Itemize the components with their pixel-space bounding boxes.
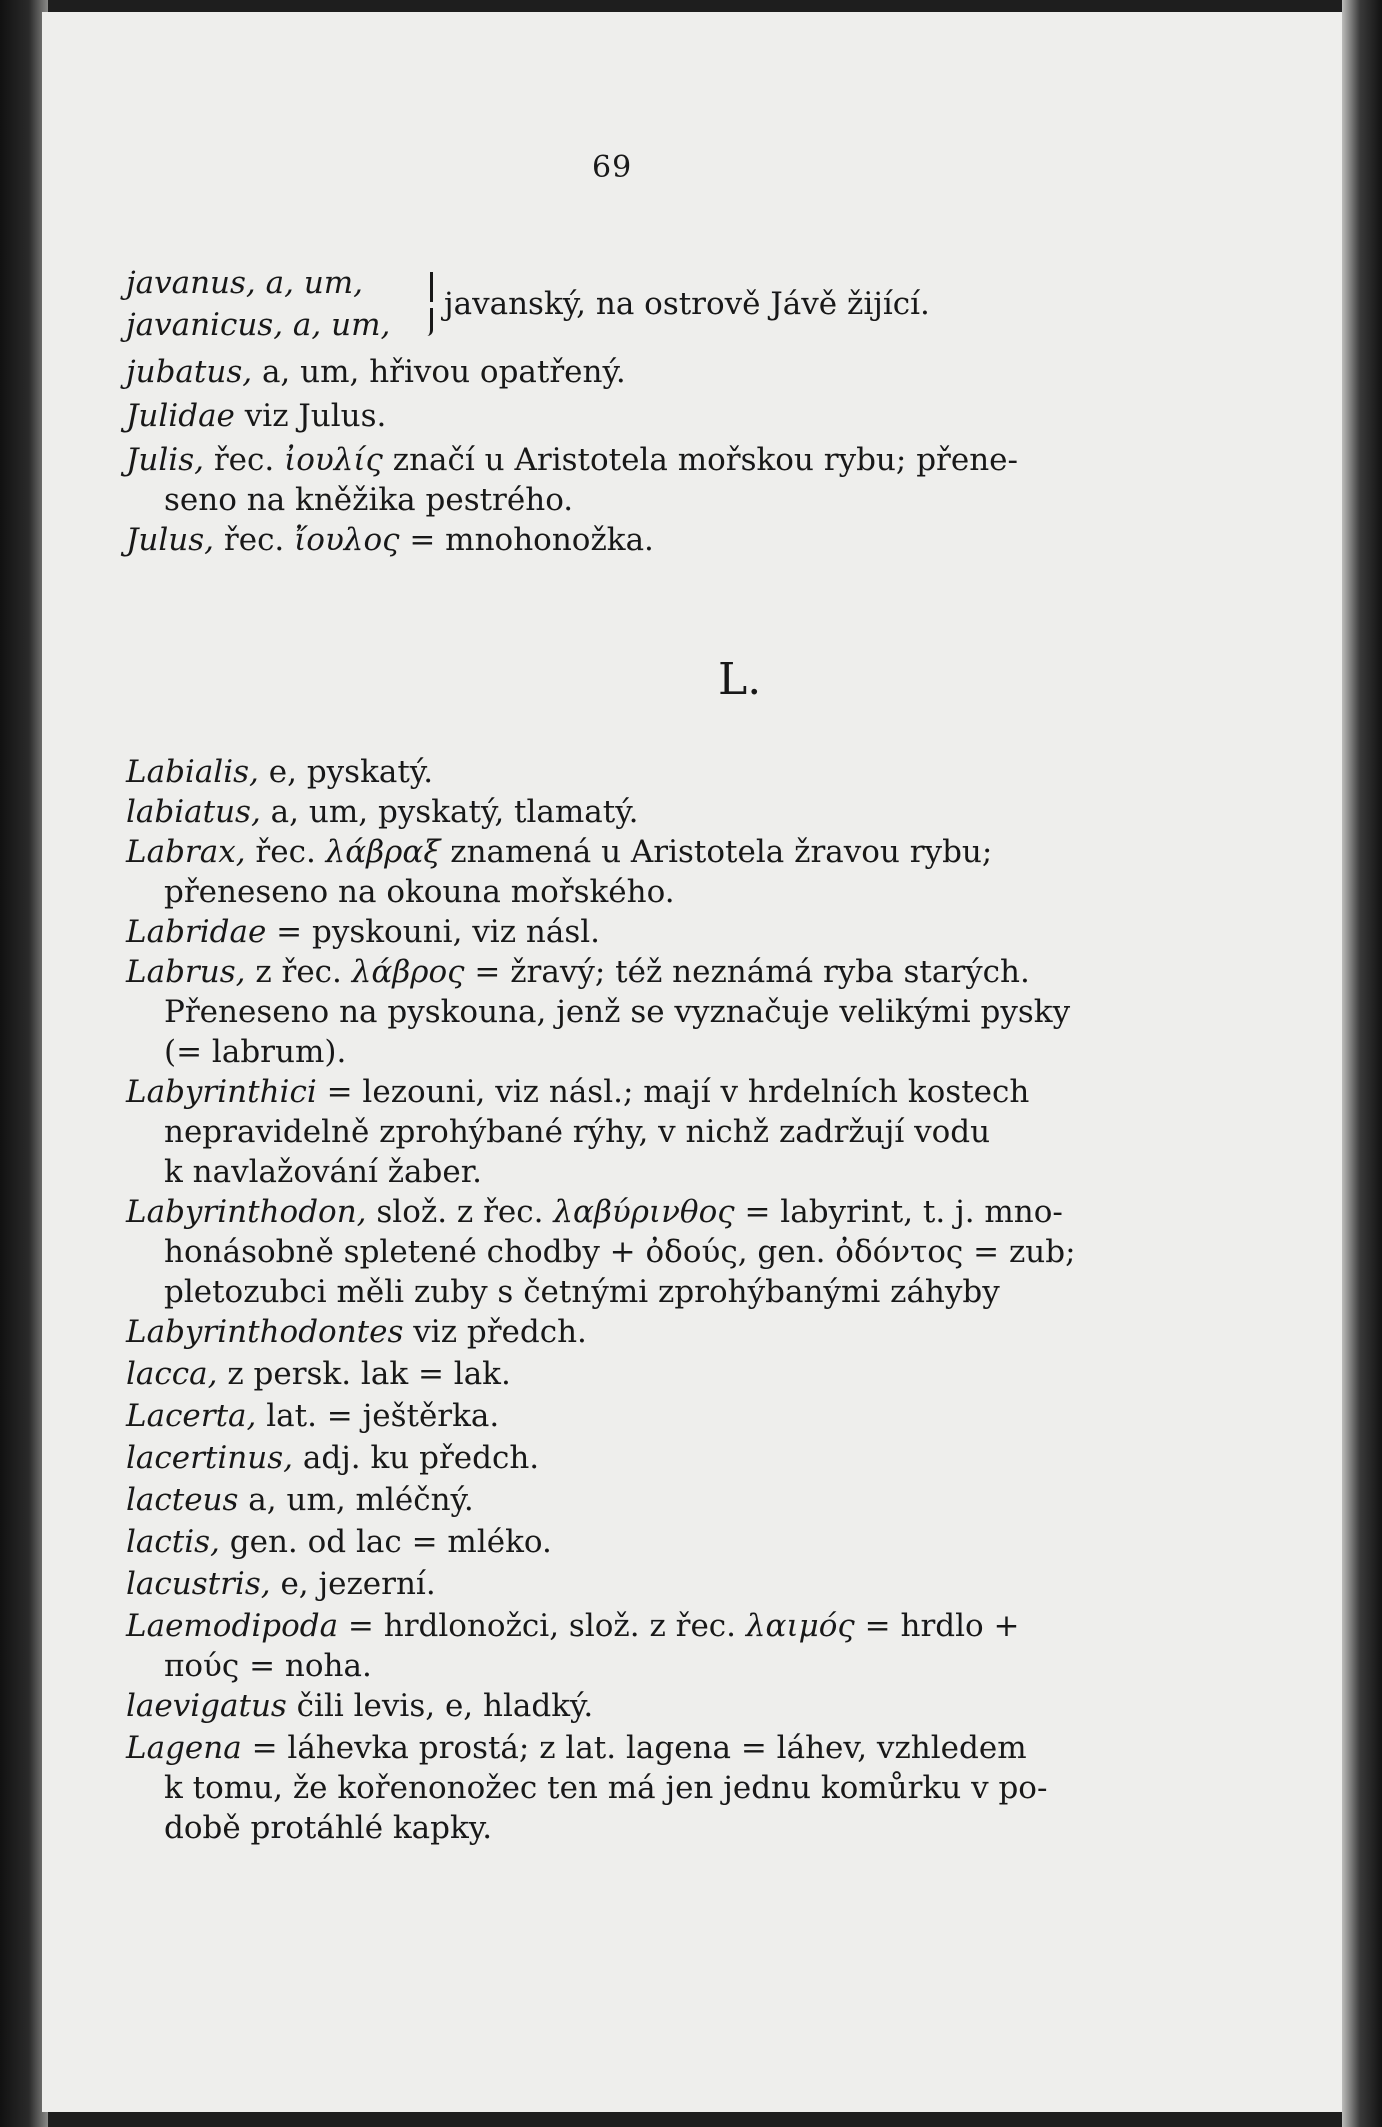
brace-mark <box>424 272 433 302</box>
dictionary-entry <box>126 792 1126 832</box>
greek-term: λαβύρινθος <box>553 1194 735 1230</box>
entry-text: a, um, mléčný. <box>238 1482 474 1518</box>
headword: Labyrinthodontes <box>126 1314 404 1350</box>
entry-javanus-group <box>126 262 1126 352</box>
headword: Labyrinthodon, <box>126 1194 367 1230</box>
headword: lacteus <box>126 1482 239 1518</box>
entry-first-line <box>126 352 1126 392</box>
entry-text: viz Julus. <box>234 398 387 434</box>
entry-first-line <box>126 1312 1126 1352</box>
entry-text: z řec. <box>245 954 352 990</box>
dictionary-entry <box>126 1396 1126 1436</box>
headword-javanicus: javanicus, a, um, <box>126 307 391 343</box>
headword: labiatus, <box>126 794 261 830</box>
entry-text: = hrdlonožci, slož. z řec. <box>338 1608 746 1644</box>
entry-first-line <box>126 1438 1126 1478</box>
dictionary-entry <box>126 396 1126 436</box>
dictionary-entry <box>126 1354 1126 1394</box>
headword: Labridae <box>126 914 267 950</box>
headword: lacustris, <box>126 1566 271 1602</box>
entry-text: e, jezerní. <box>270 1566 436 1602</box>
dictionary-entry <box>126 952 1126 1072</box>
brace-mark <box>424 308 433 336</box>
headword: laevigatus <box>126 1688 287 1724</box>
entry-continuation-line: Přeneseno na pyskouna, jenž se vyznačuje velikými pysky <box>164 994 1071 1030</box>
entry-text: čili levis, e, hladký. <box>286 1688 594 1724</box>
entry-first-line <box>126 752 1126 792</box>
entry-first-line <box>126 1072 1126 1112</box>
entry-first-line <box>126 1396 1126 1436</box>
entry-first-line <box>126 912 1126 952</box>
dictionary-entry <box>126 1564 1126 1604</box>
entry-text: řec. <box>214 522 295 558</box>
entry-text: a, um, pyskatý, tlamatý. <box>260 794 639 830</box>
entry-text: = labyrint, t. j. mno- <box>734 1194 1063 1230</box>
dictionary-entry <box>126 832 1126 912</box>
headword: Laemodipoda <box>126 1608 339 1644</box>
entry-first-line <box>126 1480 1126 1520</box>
headword: Julis, <box>126 442 204 478</box>
dictionary-entry <box>126 1686 1126 1726</box>
entry-continuation-line: πούς = noha. <box>164 1648 372 1684</box>
headword: Julus, <box>126 522 215 558</box>
entry-text: značí u Aristotela mořskou rybu; přene- <box>382 442 1018 478</box>
entry-continuation-line: k tomu, že kořenonožec ten má jen jednu komůrku v po- <box>164 1770 1048 1806</box>
entry-first-line <box>126 1522 1126 1562</box>
entry-text: z persk. lak = lak. <box>217 1356 511 1392</box>
entry-text: = hrdlo + <box>854 1608 1020 1644</box>
dictionary-entry <box>126 1728 1126 1848</box>
entry-continuation-line: nepravidelně zprohýbané rýhy, v nichž zadržují vodu <box>164 1114 991 1150</box>
dictionary-entry <box>126 1480 1126 1520</box>
greek-term: λαιμός <box>745 1608 855 1644</box>
entry-first-line <box>126 1606 1126 1646</box>
dictionary-entry <box>126 1438 1126 1478</box>
dictionary-entry <box>126 1522 1126 1562</box>
page-edge-left <box>0 0 48 2127</box>
entry-continuation-line: seno na kněžika pestrého. <box>164 482 574 518</box>
entry-text: e, pyskatý. <box>258 754 434 790</box>
headword: lactis, <box>126 1524 220 1560</box>
entry-text: znamená u Aristotela žravou rybu; <box>440 834 993 870</box>
headword: lacertinus, <box>126 1440 293 1476</box>
entry-first-line <box>126 1686 1126 1726</box>
entry-first-line <box>126 1564 1126 1604</box>
greek-term: λάβραξ <box>325 834 441 870</box>
entry-continuation-line: době protáhlé kapky. <box>164 1810 493 1846</box>
entry-continuation-line: honásobně spletené chodby + ὀδούς, gen. ὀδόντος = zub; <box>164 1234 1076 1270</box>
headword: Labialis, <box>126 754 259 790</box>
headword: Lacerta, <box>126 1398 257 1434</box>
headword: Labyrinthici <box>126 1074 317 1110</box>
headword: Lagena <box>126 1730 242 1766</box>
entry-text: a, um, hřivou opatřený. <box>252 354 626 390</box>
entry-first-line <box>126 1354 1126 1394</box>
entry-first-line <box>126 520 1126 560</box>
entry-first-line <box>126 832 1126 872</box>
dictionary-entry <box>126 1192 1126 1312</box>
entry-text: = žravý; též neznámá ryba starých. <box>464 954 1030 990</box>
headword: Labrus, <box>126 954 246 990</box>
entry-text: = láhevka prostá; z lat. lagena = láhev, vzhledem <box>241 1730 1027 1766</box>
headword: Julidae <box>126 398 235 434</box>
entry-first-line <box>126 792 1126 832</box>
headword: lacca, <box>126 1356 218 1392</box>
entry-text: řec. <box>245 834 326 870</box>
headword-javanus: javanus, a, um, <box>126 265 364 301</box>
dictionary-entry <box>126 1312 1126 1352</box>
entry-first-line <box>126 396 1126 436</box>
dictionary-entry <box>126 1072 1126 1192</box>
dictionary-entry <box>126 752 1126 792</box>
page-edge-right <box>1342 0 1382 2127</box>
definition-javanus: javanský, na ostrově Jávě žijící. <box>444 286 930 322</box>
greek-term: ἰουλίς <box>284 442 383 478</box>
dictionary-entry <box>126 1606 1126 1686</box>
entry-first-line <box>126 1728 1126 1768</box>
dictionary-entry <box>126 440 1126 520</box>
entry-text: = pyskouni, viz násl. <box>266 914 601 950</box>
entry-first-line <box>126 1192 1126 1232</box>
entry-text: slož. z řec. <box>366 1194 554 1230</box>
entry-first-line <box>126 952 1126 992</box>
dictionary-entry <box>126 352 1126 392</box>
entry-continuation-line: přeneseno na okouna mořského. <box>164 874 675 910</box>
entry-continuation-line: pletozubci měli zuby s četnými zprohýbanými záhyby <box>164 1274 1000 1310</box>
entry-text: = lezouni, viz násl.; mají v hrdelních kostech <box>316 1074 1030 1110</box>
greek-term: λάβρος <box>351 954 465 990</box>
section-heading-l: L. <box>718 654 762 705</box>
entry-continuation-line: (= labrum). <box>164 1034 347 1070</box>
entry-first-line <box>126 440 1126 480</box>
entry-text: gen. od lac = mléko. <box>219 1524 552 1560</box>
entry-text: = mnohonožka. <box>399 522 654 558</box>
entry-text: adj. ku předch. <box>293 1440 540 1476</box>
page-number: 69 <box>592 150 633 185</box>
dictionary-entry <box>126 520 1126 560</box>
entry-text: lat. = ještěrka. <box>256 1398 500 1434</box>
greek-term: ἴουλος <box>294 522 400 558</box>
entry-continuation-line: k navlažování žaber. <box>164 1154 482 1190</box>
headword: Labrax, <box>126 834 246 870</box>
entry-text: řec. <box>203 442 285 478</box>
entry-text: viz předch. <box>403 1314 587 1350</box>
headword: jubatus, <box>126 354 253 390</box>
dictionary-entry <box>126 912 1126 952</box>
